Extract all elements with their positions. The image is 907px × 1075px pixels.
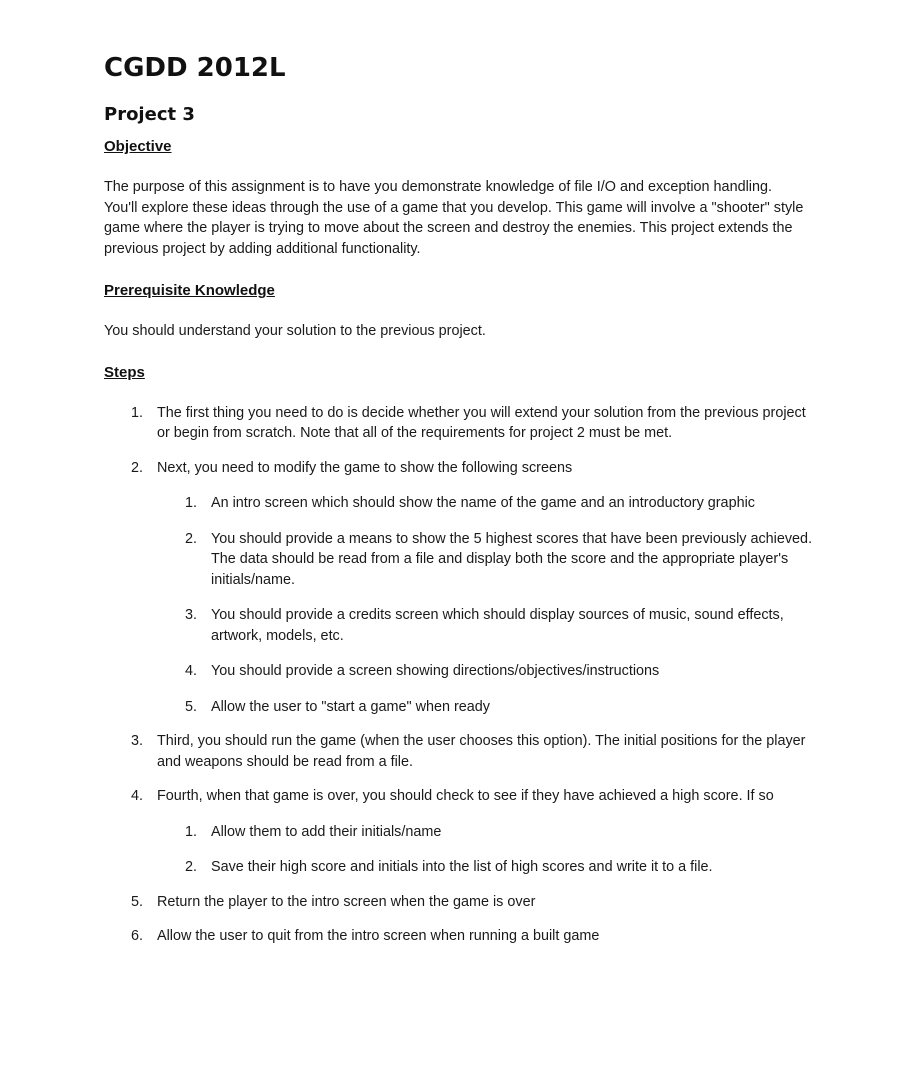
document-title: CGDD 2012L bbox=[104, 53, 286, 83]
substep-text: An intro screen which should show the name of the game and an introductory graphic bbox=[211, 495, 755, 511]
substep-item bbox=[157, 605, 814, 646]
step-text: Third, you should run the game (when the user chooses this option). The initial positions for the player and weapons should be read from a file. bbox=[157, 733, 806, 770]
substep-text: Save their high score and initials into the list of high scores and write it to a file. bbox=[211, 859, 713, 875]
steps-list bbox=[104, 403, 814, 947]
step-text: Return the player to the intro screen when the game is over bbox=[157, 893, 536, 910]
step-item bbox=[104, 786, 814, 878]
substep-item bbox=[157, 697, 814, 718]
substep-item bbox=[157, 661, 814, 682]
substeps-list bbox=[157, 493, 814, 717]
substep-text: Allow the user to "start a game" when ready bbox=[211, 698, 490, 715]
substep-text: You should provide a means to show the 5 highest scores that have been previously achieved. The data should be read from a file and display both the score and the appropriate player's initials/name. bbox=[211, 530, 813, 588]
substep-text: You should provide a credits screen which should display sources of music, sound effects, artwork, models, etc. bbox=[211, 607, 784, 644]
document-subtitle: Project 3 bbox=[104, 104, 195, 125]
step-item bbox=[104, 731, 814, 772]
step-number: 6. bbox=[131, 928, 144, 944]
document-page bbox=[104, 50, 814, 961]
prerequisite-paragraph: You should understand your solution to the previous project. bbox=[104, 323, 486, 339]
substep-number: 2. bbox=[185, 859, 198, 875]
step-text: Allow the user to quit from the intro screen when running a built game bbox=[157, 928, 600, 944]
substeps-list bbox=[157, 822, 814, 878]
objective-paragraph-1: The purpose of this assignment is to have you demonstrate knowledge of file I/O and exception handling. bbox=[104, 179, 772, 195]
step-text: Next, you need to modify the game to show the following screens bbox=[157, 459, 573, 476]
substep-number: 4. bbox=[185, 663, 198, 679]
substep-item bbox=[157, 822, 814, 843]
substep-number: 2. bbox=[185, 530, 198, 547]
step-number: 4. bbox=[131, 788, 144, 804]
objective-paragraph-2: You'll explore these ideas through the use of a game that you develop. This game will involve a "shooter" style game where the player is trying to move about the screen and destroy the enemies. This project extends the previous project by adding additional functionality. bbox=[104, 199, 804, 257]
prerequisite-heading: Prerequisite Knowledge bbox=[104, 282, 275, 299]
step-number: 5. bbox=[131, 893, 144, 910]
step-number: 2. bbox=[131, 459, 144, 476]
substep-number: 1. bbox=[185, 495, 198, 511]
objective-heading: Objective bbox=[104, 138, 172, 155]
step-item bbox=[104, 892, 814, 913]
step-text: The first thing you need to do is decide whether you will extend your solution from the previous project or begin from scratch. Note that all of the requirements for project 2 must be met. bbox=[157, 404, 806, 441]
substep-text: You should provide a screen showing directions/objectives/instructions bbox=[211, 663, 660, 679]
substep-item bbox=[157, 529, 814, 591]
step-item bbox=[104, 458, 814, 718]
substep-number: 3. bbox=[185, 607, 198, 623]
step-item bbox=[104, 403, 814, 444]
steps-heading: Steps bbox=[104, 363, 145, 381]
step-number: 1. bbox=[131, 404, 144, 421]
substep-number: 1. bbox=[185, 823, 198, 840]
step-text: Fourth, when that game is over, you should check to see if they have achieved a high score. If so bbox=[157, 788, 774, 804]
substep-item bbox=[157, 857, 814, 878]
substep-number: 5. bbox=[185, 698, 198, 715]
step-item bbox=[104, 926, 814, 947]
step-number: 3. bbox=[131, 733, 144, 749]
substep-text: Allow them to add their initials/name bbox=[211, 823, 442, 840]
substep-item bbox=[157, 493, 814, 514]
